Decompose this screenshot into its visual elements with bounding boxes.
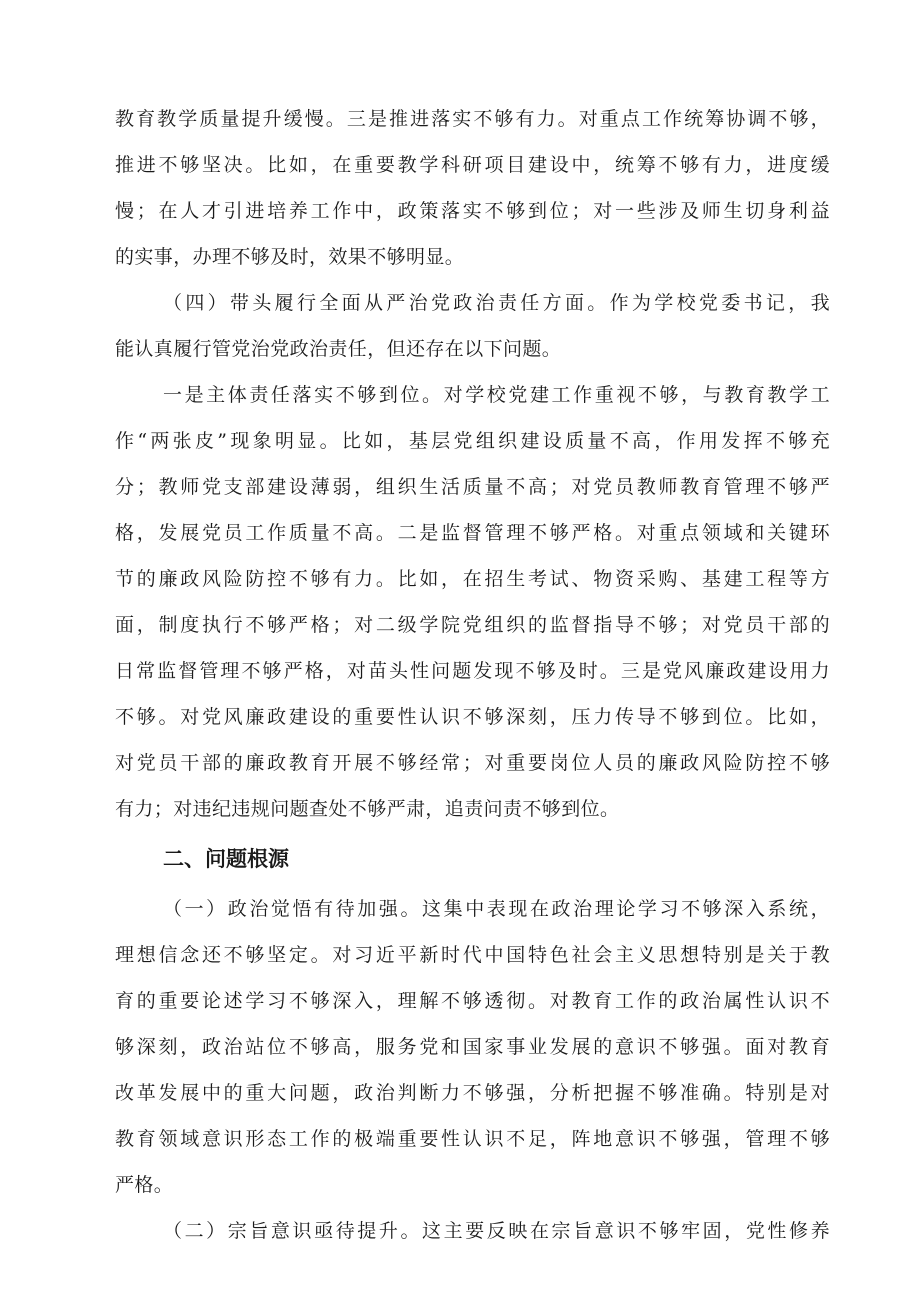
text-line: （四）带头履行全面从严治党政治责任方面。作为学校党委书记，我 bbox=[163, 292, 830, 314]
text-line: 节的廉政风险防控不够有力。比如，在招生考试、物资采购、基建工程等方 bbox=[115, 568, 830, 590]
section-heading: 二、问题根源 bbox=[163, 847, 289, 871]
text-line: 对党员干部的廉政教育开展不够经常；对重要岗位人员的廉政风险防控不够 bbox=[115, 752, 830, 774]
text-line: 面，制度执行不够严格；对二级学院党组织的监督指导不够；对党员干部的 bbox=[115, 614, 830, 636]
text-line: 够深刻，政治站位不够高，服务党和国家事业发展的意识不够强。面对教育 bbox=[115, 1036, 830, 1058]
text-line: 理想信念还不够坚定。对习近平新时代中国特色社会主义思想特别是关于教 bbox=[115, 944, 830, 966]
text-line: 一是主体责任落实不够到位。对学校党建工作重视不够，与教育教学工 bbox=[163, 384, 830, 406]
text-line: 有力；对违纪违规问题查处不够严肃，追责问责不够到位。 bbox=[115, 798, 620, 820]
text-line: 教育领域意识形态工作的极端重要性认识不足，阵地意识不够强，管理不够 bbox=[115, 1128, 830, 1150]
text-line: 日常监督管理不够严格，对苗头性问题发现不够及时。三是党风廉政建设用力 bbox=[115, 660, 830, 682]
text-line: 格，发展党员工作质量不高。二是监督管理不够严格。对重点领域和关键环 bbox=[115, 522, 830, 544]
text-line: 能认真履行管党治党政治责任，但还存在以下问题。 bbox=[115, 338, 562, 360]
text-line: 改革发展中的重大问题，政治判断力不够强，分析把握不够准确。特别是对 bbox=[115, 1082, 830, 1104]
text-line: 教育教学质量提升缓慢。三是推进落实不够有力。对重点工作统筹协调不够， bbox=[115, 108, 830, 130]
text-line: 作“两张皮”现象明显。比如，基层党组织建设质量不高，作用发挥不够充 bbox=[115, 430, 830, 452]
text-line: 的实事，办理不够及时，效果不够明显。 bbox=[115, 246, 465, 268]
text-line: 推进不够坚决。比如，在重要教学科研项目建设中，统筹不够有力，进度缓 bbox=[115, 154, 830, 176]
text-line: 分；教师党支部建设薄弱，组织生活质量不高；对党员教师教育管理不够严 bbox=[115, 476, 830, 498]
text-line: 育的重要论述学习不够深入，理解不够透彻。对教育工作的政治属性认识不 bbox=[115, 990, 830, 1012]
text-line: （一）政治觉悟有待加强。这集中表现在政治理论学习不够深入系统， bbox=[163, 898, 830, 920]
text-line: 慢；在人才引进培养工作中，政策落实不够到位；对一些涉及师生切身利益 bbox=[115, 200, 830, 222]
text-line: 严格。 bbox=[115, 1174, 174, 1196]
text-line: （二）宗旨意识亟待提升。这主要反映在宗旨意识不够牢固，党性修养 bbox=[163, 1220, 830, 1242]
text-line: 不够。对党风廉政建设的重要性认识不够深刻，压力传导不够到位。比如， bbox=[115, 706, 830, 728]
